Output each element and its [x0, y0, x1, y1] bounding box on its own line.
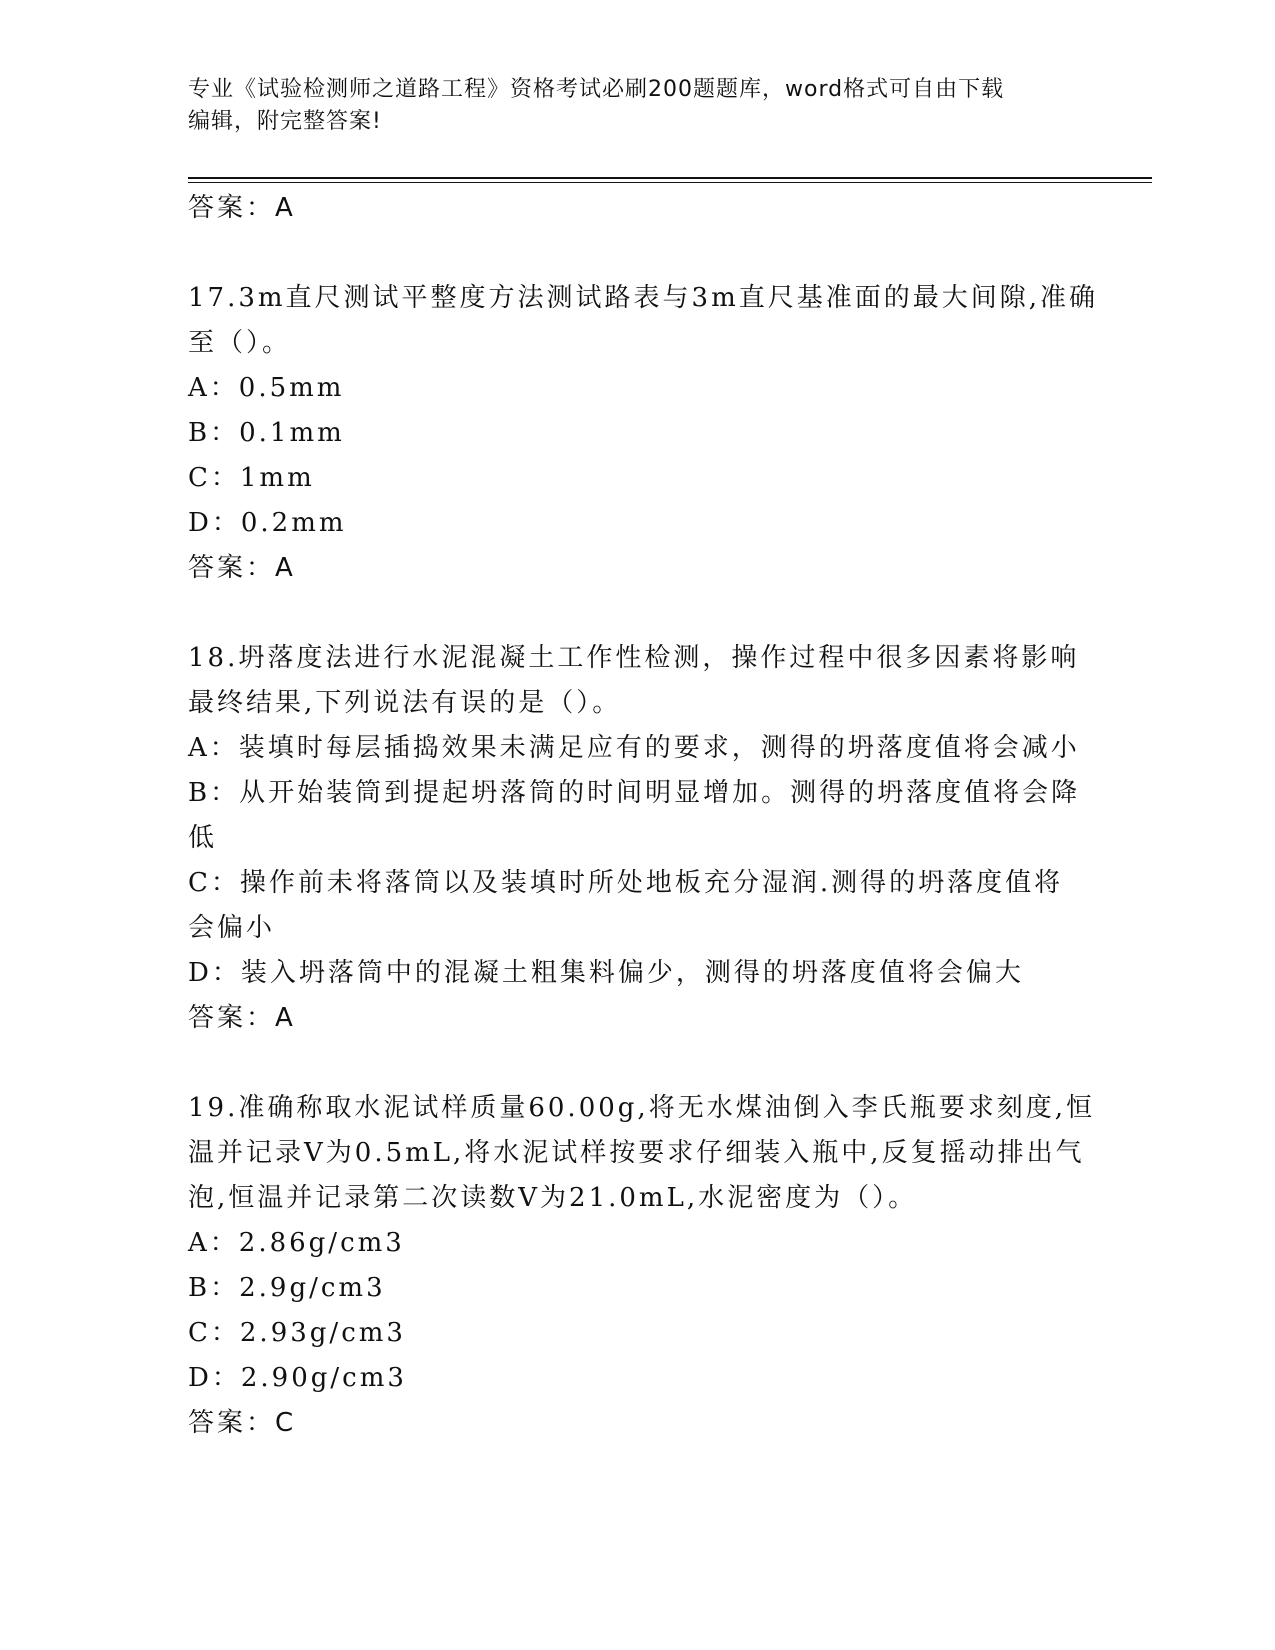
option-line: B：2.9g/cm3: [188, 1273, 386, 1303]
option-line: 会偏小: [188, 913, 276, 943]
header-line-2: 编辑，附完整答案!: [188, 109, 382, 134]
answer-line: 答案：A: [188, 1003, 296, 1033]
option-line: A：2.86g/cm3: [188, 1228, 405, 1258]
block-spacer: [188, 1041, 1088, 1086]
answer-block: [188, 186, 1088, 231]
option-line: A：装填时每层插捣效果未满足应有的要求，测得的坍落度值将会减小: [188, 733, 1080, 763]
header-line-1: 专业《试验检测师之道路工程》资格考试必刷200题题库，word格式可自由下载: [188, 77, 1005, 102]
option-line: C：2.93g/cm3: [188, 1318, 406, 1348]
option-line: A：0.5mm: [188, 373, 345, 403]
option-line: B：0.1mm: [188, 418, 345, 448]
question-stem-line: 19.准确称取水泥试样质量60.00g,将无水煤油倒入李氏瓶要求刻度,恒: [188, 1093, 1095, 1123]
header-divider-thick: [188, 177, 1152, 179]
question-stem-line: 17.3m直尺测试平整度方法测试路表与3m直尺基准面的最大间隙,准确: [188, 283, 1099, 313]
question-stem-line: 至（）。: [188, 328, 292, 358]
page-header: [188, 74, 1068, 138]
question-list: [188, 186, 1099, 1446]
block-spacer: [188, 231, 1088, 276]
option-line: C：1mm: [188, 463, 315, 493]
question-block: [188, 636, 1088, 1041]
option-line: C：操作前未将落筒以及装填时所处地板充分湿润.测得的坍落度值将: [188, 868, 1064, 898]
answer-line: 答案：A: [188, 553, 296, 583]
option-line: D：装入坍落筒中的混凝土粗集料偏少，测得的坍落度值将会偏大: [188, 958, 1024, 988]
question-block: [188, 1086, 1095, 1446]
question-stem-line: 泡,恒温并记录第二次读数V为21.0mL,水泥密度为（）。: [188, 1183, 918, 1213]
option-line: B：从开始装筒到提起坍落筒的时间明显增加。测得的坍落度值将会降: [188, 778, 1081, 808]
answer-line: 答案：A: [188, 193, 296, 223]
question-block: [188, 276, 1099, 591]
header-divider-thin: [188, 182, 1152, 183]
option-line: 低: [188, 823, 218, 853]
question-stem-line: 18.坍落度法进行水泥混凝土工作性检测，操作过程中很多因素将影响: [188, 643, 1080, 673]
answer-line: 答案：C: [188, 1408, 297, 1438]
option-line: D：0.2mm: [188, 508, 347, 538]
question-stem-line: 温并记录V为0.5mL,将水泥试样按要求仔细装入瓶中,反复摇动排出气: [188, 1138, 1085, 1168]
option-line: D：2.90g/cm3: [188, 1363, 407, 1393]
block-spacer: [188, 591, 1088, 636]
question-stem-line: 最终结果,下列说法有误的是（）。: [188, 688, 622, 718]
